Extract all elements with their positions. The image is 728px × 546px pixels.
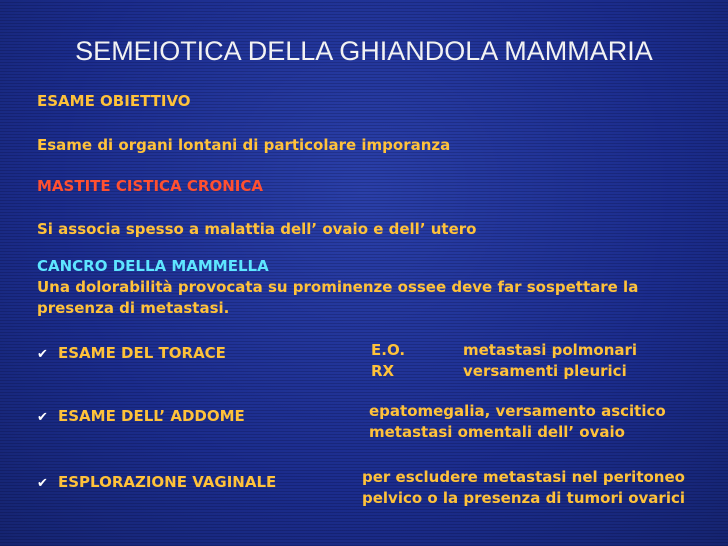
vaginale-line2: pelvico o la presenza di tumori ovarici: [362, 489, 685, 507]
addome-line1: epatomegalia, versamento ascitico: [369, 402, 666, 420]
exam-vaginale-label: ESPLORAZIONE VAGINALE: [58, 473, 277, 491]
cancro-text-line2: presenza di metastasi.: [37, 299, 230, 317]
torace-row-rx: [371, 361, 627, 382]
mastite-heading: MASTITE CISTICA CRONICA: [37, 177, 263, 195]
exam-addome-label: ESAME DELL’ ADDOME: [58, 407, 245, 425]
vaginale-line1: per escludere metastasi nel peritoneo: [362, 468, 685, 486]
mastite-text: Si associa spesso a malattia dell’ ovaio e dell’ utero: [37, 220, 477, 238]
esame-obiettivo-text: Esame di organi lontani di particolare imporanza: [37, 136, 451, 154]
torace-rx-value: versamenti pleurici: [463, 362, 627, 380]
torace-rx-key: RX: [371, 362, 395, 380]
exam-torace: [37, 343, 226, 365]
torace-eo-value: metastasi polmonari: [463, 341, 638, 359]
esame-obiettivo-heading: ESAME OBIETTIVO: [37, 92, 191, 110]
exam-addome: [37, 406, 245, 428]
addome-line2: metastasi omentali dell’ ovaio: [369, 423, 625, 441]
torace-eo-key: E.O.: [371, 341, 406, 359]
checkmark-icon: ✔: [37, 476, 48, 491]
checkmark-icon: ✔: [37, 347, 48, 362]
cancro-heading: CANCRO DELLA MAMMELLA: [37, 257, 269, 275]
exam-torace-label: ESAME DEL TORACE: [58, 344, 226, 362]
checkmark-icon: ✔: [37, 410, 48, 425]
cancro-text-line1: Una dolorabilità provocata su prominenze ossee deve far sospettare la: [37, 278, 639, 296]
torace-row-eo: [371, 340, 637, 361]
slide-title: SEMEIOTICA DELLA GHIANDOLA MAMMARIA: [75, 36, 653, 66]
exam-vaginale: [37, 472, 276, 494]
